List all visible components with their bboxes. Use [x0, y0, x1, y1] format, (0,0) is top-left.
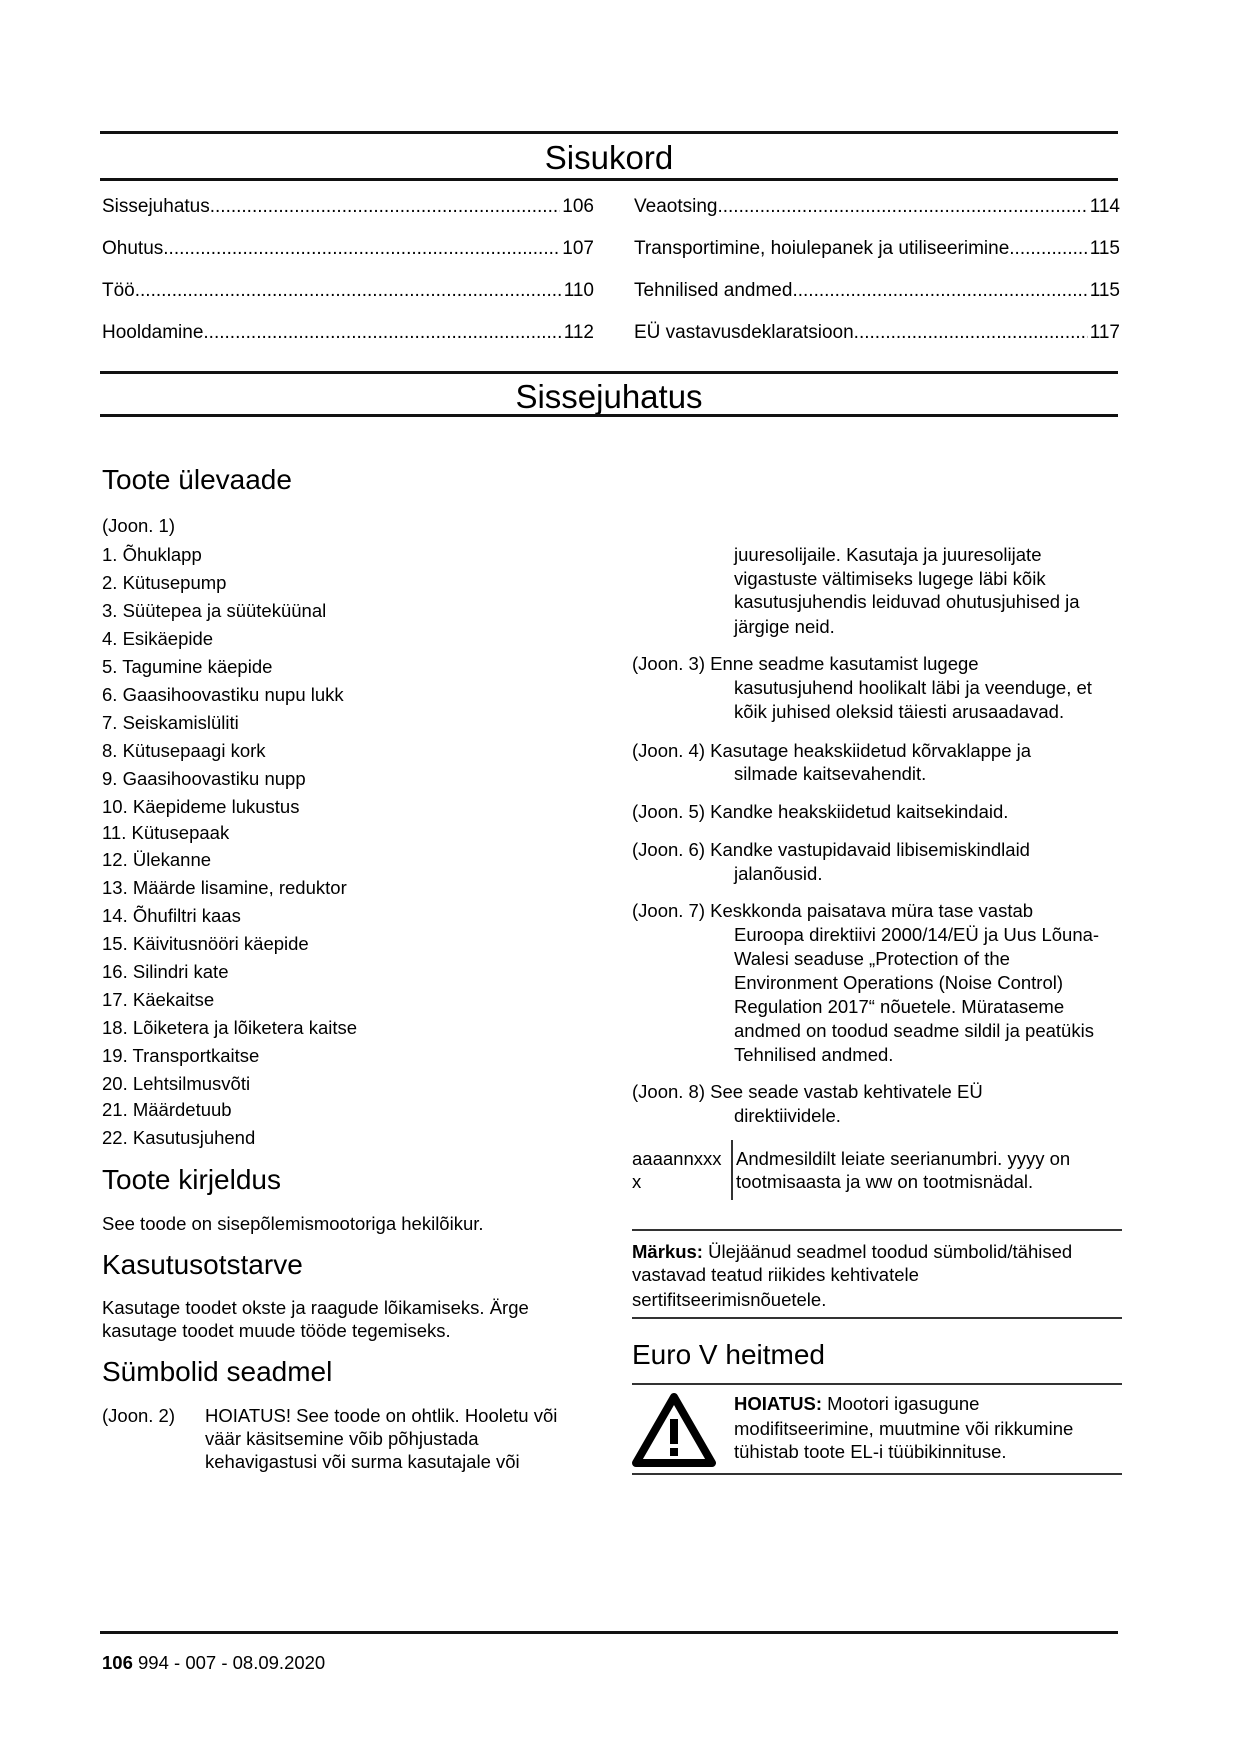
list-item: 21. Määrdetuub — [102, 1099, 232, 1120]
warning-text: Mootori igasugune — [822, 1393, 980, 1414]
symbol7-line: Euroopa direktiivi 2000/14/EÜ ja Uus Lõuna- — [734, 924, 1100, 945]
list-item: 19. Transportkaitse — [102, 1045, 260, 1066]
symbol3-line: (Joon. 3) Enne seadme kasutamist lugege — [632, 653, 979, 674]
description-heading: Toote kirjeldus — [102, 1164, 281, 1195]
warning-line: tühistab toote EL-i tüübikinnituse. — [734, 1441, 1007, 1462]
symbol7-line: Tehnilised andmed. — [734, 1044, 894, 1065]
symbol-figure-ref: (Joon. 2) — [102, 1405, 176, 1426]
toc-entry-label: Hooldamine — [102, 322, 204, 343]
warning-line: modifitseerimine, muutmine või rikkumine — [734, 1418, 1074, 1439]
symbol6-line: (Joon. 6) Kandke vastupidavaid libisemiskindlaid — [632, 839, 1030, 860]
list-item: 18. Lõiketera ja lõiketera kaitse — [102, 1017, 358, 1038]
page-number: 106 — [102, 1652, 133, 1673]
list-item: 14. Õhufiltri kaas — [102, 905, 241, 926]
symbol7-line: andmed on toodud seadme sildil ja peatükis — [734, 1020, 1094, 1041]
intro-top-rule — [100, 371, 1118, 374]
toc-entry-label: EÜ vastavusdeklaratsioon — [634, 322, 854, 343]
toc-entry-label: Sissejuhatus — [102, 196, 210, 217]
warning-top-rule — [632, 1383, 1122, 1385]
list-item: 11. Kütusepaak — [102, 822, 230, 843]
symbol7-line: Regulation 2017“ nõuetele. Mürataseme — [734, 996, 1065, 1017]
toc-entry-page: 112 — [563, 322, 594, 343]
list-item: 10. Käepideme lukustus — [102, 796, 300, 817]
toc-entry-label: Ohutus — [102, 238, 164, 259]
warning-triangle-icon — [632, 1392, 716, 1468]
serial-divider — [731, 1140, 733, 1200]
toc-entry-page: 110 — [563, 280, 594, 301]
list-item: 15. Käivitusnööri käepide — [102, 933, 309, 954]
doc-info: 994 - 007 - 08.09.2020 — [132, 1652, 326, 1673]
symbol-warning-line: HOIATUS! See toode on ohtlik. Hooletu või — [205, 1405, 558, 1426]
intro-title: Sissejuhatus — [515, 378, 703, 415]
symbol7-line: Walesi seaduse „Protection of the — [734, 948, 1010, 969]
toc-entry-hooldamine[interactable] — [102, 321, 594, 345]
list-item: 5. Tagumine käepide — [102, 656, 273, 677]
note-top-rule — [632, 1229, 1122, 1231]
serial-code: x — [632, 1171, 642, 1192]
symbol-warning-cont-line: vigastuste vältimiseks lugege läbi kõik — [734, 568, 1046, 589]
symbol-warning-line: kehavigastusi või surma kasutajale või — [205, 1451, 520, 1472]
list-item: 16. Silindri kate — [102, 961, 229, 982]
note-line — [632, 1240, 1072, 1264]
symbol3-line: kasutusjuhend hoolikalt läbi ja veenduge, et — [734, 677, 1092, 698]
toc-bottom-rule — [100, 178, 1118, 181]
toc-entry-label: Transportimine, hoiulepanek ja utiliseerimine — [634, 238, 1010, 259]
list-item: 3. Süütepea ja süüteküünal — [102, 600, 327, 621]
toc-entry-vastavusdeklaratsioon[interactable] — [634, 321, 1120, 345]
note-line: vastavad teatud riikides kehtivatele — [632, 1264, 919, 1285]
list-item: 9. Gaasihoovastiku nupp — [102, 768, 306, 789]
symbol4-line: (Joon. 4) Kasutage heakskiidetud kõrvaklappe ja — [632, 740, 1032, 761]
toc-entry-label: Tehnilised andmed — [634, 280, 793, 301]
list-item: 17. Käekaitse — [102, 989, 215, 1010]
footer-rule — [100, 1631, 1118, 1634]
description-text: See toode on sisepõlemismootoriga hekilõikur. — [102, 1213, 484, 1234]
serial-text-line: Andmesildilt leiate seerianumbri. yyyy on — [736, 1148, 1071, 1169]
usage-heading: Kasutusotstarve — [102, 1249, 303, 1280]
toc-title: Sisukord — [544, 139, 674, 176]
symbol8-line: direktiividele. — [734, 1105, 841, 1126]
usage-text-line: kasutage toodet muude tööde tegemiseks. — [102, 1320, 451, 1341]
symbol-warning-cont-line: juuresolijaile. Kasutaja ja juuresolijate — [734, 544, 1042, 565]
intro-bottom-rule — [100, 414, 1118, 417]
symbol3-line: kõik juhised oleksid täiesti arusaadavad. — [734, 701, 1065, 722]
toc-entry-veaotsing[interactable] — [634, 195, 1120, 219]
toc-entry-page: 117 — [1089, 322, 1120, 343]
note-bottom-rule — [632, 1317, 1122, 1319]
symbol-warning-cont-line: järgige neid. — [734, 616, 835, 637]
symbol5-line: (Joon. 5) Kandke heakskiidetud kaitsekindaid. — [632, 801, 1009, 822]
toc-entry-too[interactable] — [102, 279, 594, 303]
serial-code: aaaannxxx — [632, 1148, 722, 1169]
toc-top-rule — [100, 131, 1118, 134]
toc-entry-sissejuhatus[interactable] — [102, 195, 594, 219]
toc-entry-page: 114 — [1089, 196, 1120, 217]
symbol6-line: jalanõusid. — [734, 863, 823, 884]
warning-line — [734, 1392, 979, 1416]
list-item: 22. Kasutusjuhend — [102, 1127, 256, 1148]
note-text: Ülejäänud seadmel toodud sümbolid/tähised — [702, 1241, 1073, 1262]
toc-entry-page: 115 — [1089, 280, 1120, 301]
toc-entry-label: Töö — [102, 280, 135, 301]
list-item: 7. Seiskamislüliti — [102, 712, 239, 733]
overview-heading: Toote ülevaade — [102, 464, 292, 495]
footer — [102, 1651, 325, 1675]
toc-entry-page: 106 — [562, 196, 594, 217]
symbol8-line: (Joon. 8) See seade vastab kehtivatele EÜ — [632, 1081, 983, 1102]
symbol-warning-cont-line: kasutusjuhendis leiduvad ohutusjuhised ja — [734, 591, 1080, 612]
overview-figure-ref: (Joon. 1) — [102, 515, 176, 536]
usage-text-line: Kasutage toodet okste ja raagude lõikamiseks. Ärge — [102, 1297, 529, 1318]
symbol7-line: Environment Operations (Noise Control) — [734, 972, 1064, 993]
list-item: 2. Kütusepump — [102, 572, 227, 593]
toc-entry-ohutus[interactable] — [102, 237, 594, 261]
symbols-heading: Sümbolid seadmel — [102, 1356, 333, 1387]
list-item: 1. Õhuklapp — [102, 544, 202, 565]
symbol4-line: silmade kaitsevahendit. — [734, 763, 927, 784]
symbol7-line: (Joon. 7) Keskkonda paisatava müra tase vastab — [632, 900, 1034, 921]
toc-entry-transportimine[interactable] — [634, 237, 1120, 261]
symbol-warning-line: väär käsitsemine võib põhjustada — [205, 1428, 479, 1449]
note-label: Märkus: — [632, 1241, 703, 1262]
toc-entry-tehnilised-andmed[interactable] — [634, 279, 1120, 303]
toc-entry-label: Veaotsing — [634, 196, 718, 217]
list-item: 8. Kütusepaagi kork — [102, 740, 266, 761]
list-item: 4. Esikäepide — [102, 628, 214, 649]
list-item: 20. Lehtsilmusvõti — [102, 1073, 251, 1094]
note-line: sertifitseerimisnõuetele. — [632, 1289, 827, 1310]
serial-text-line: tootmisaasta ja ww on tootmisnädal. — [736, 1171, 1034, 1192]
list-item: 13. Määrde lisamine, reduktor — [102, 877, 347, 898]
list-item: 6. Gaasihoovastiku nupu lukk — [102, 684, 344, 705]
list-item: 12. Ülekanne — [102, 849, 212, 870]
warning-bottom-rule — [632, 1473, 1122, 1475]
toc-entry-page: 115 — [1089, 238, 1120, 259]
warning-label: HOIATUS: — [734, 1393, 823, 1414]
toc-entry-page: 107 — [562, 238, 594, 259]
euro-heading: Euro V heitmed — [632, 1339, 825, 1370]
